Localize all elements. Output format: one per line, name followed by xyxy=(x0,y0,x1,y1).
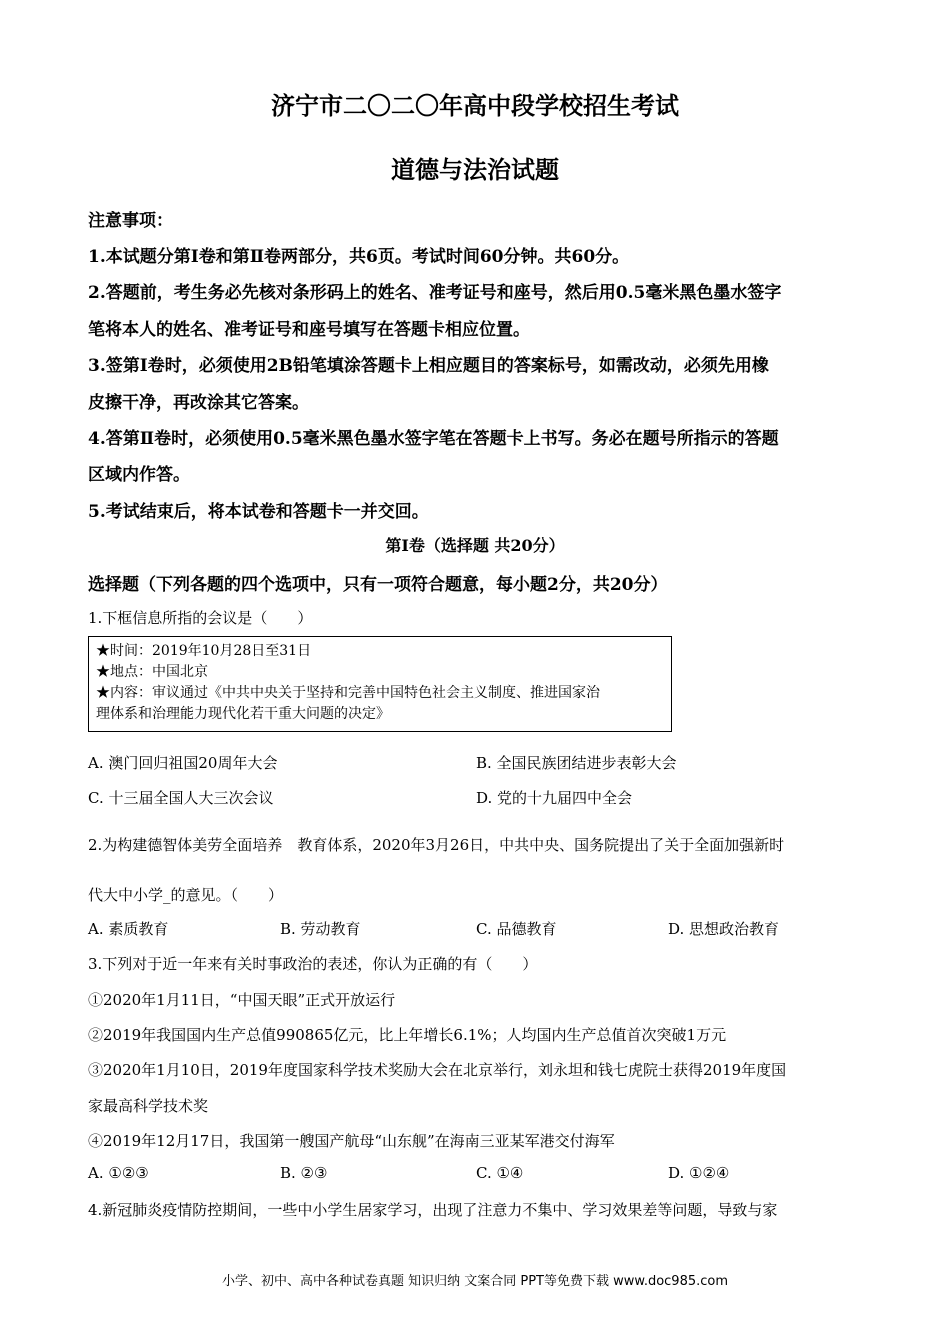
option-b: B. 劳动教育 xyxy=(280,920,361,938)
statement-line: ④2019年12月17日，我国第一艘国产航母“山东舰”在海南三亚某军港交付海军 xyxy=(88,1132,615,1150)
exam-title: 济宁市二〇二〇年高中段学校招生考试 xyxy=(271,91,679,120)
option-d: D. ①②④ xyxy=(668,1164,730,1182)
info-box-line: ★地点：中国北京 xyxy=(96,664,208,680)
notice-line: 皮擦干净，再改涂其它答案。 xyxy=(88,393,309,413)
question-stem: 代大中小学_的意见。（ ） xyxy=(88,886,284,904)
option-c: C. 品德教育 xyxy=(476,920,557,938)
info-box-line: 理体系和治理能力现代化若干重大问题的决定》 xyxy=(96,706,390,722)
option-d: D. 思想政治教育 xyxy=(668,920,780,938)
option-c: C. ①④ xyxy=(476,1164,524,1182)
statement-line: 家最高科学技术奖 xyxy=(88,1097,209,1115)
question-stem: 3.下列对于近一年来有关时事政治的表述，你认为正确的有（ ） xyxy=(88,955,538,973)
info-box-line: ★时间：2019年10月28日至31日 xyxy=(96,643,312,659)
section-instruction: 选择题（下列各题的四个选项中，只有一项符合题意，每小题2分，共20分） xyxy=(88,575,668,595)
option-a: A. 素质教育 xyxy=(88,920,169,938)
question-stem: 2.为构建德智体美劳全面培养 教育体系，2020年3月26日，中共中央、国务院提出了关于全面加强新时 xyxy=(88,836,785,854)
section-title: 第Ⅰ卷（选择题 共20分） xyxy=(385,536,565,555)
notice-line: 4.答第Ⅱ卷时，必须使用0.5毫米黑色墨水签字笔在答题卡上书写。务必在题号所指示的答题 xyxy=(88,429,779,449)
question-stem: 4.新冠肺炎疫情防控期间，一些中小学生居家学习，出现了注意力不集中、学习效果差等问题，导致与家 xyxy=(88,1201,778,1219)
question-stem: 1.下框信息所指的会议是（ ） xyxy=(88,609,313,627)
notice-line: 1.本试题分第Ⅰ卷和第Ⅱ卷两部分，共6页。考试时间60分钟。共60分。 xyxy=(88,247,630,267)
exam-subtitle: 道德与法治试题 xyxy=(391,155,559,184)
notice-line: 5.考试结束后，将本试卷和答题卡一并交回。 xyxy=(88,502,429,522)
statement-line: ②2019年我国国内生产总值990865亿元，比上年增长6.1%；人均国内生产总值首次突破1万元 xyxy=(88,1026,727,1044)
notice-line: 笔将本人的姓名、准考证号和座号填写在答题卡相应位置。 xyxy=(88,320,530,340)
option-a: A. 澳门回归祖国20周年大会 xyxy=(88,754,278,772)
statement-line: ①2020年1月11日，“中国天眼”正式开放运行 xyxy=(88,991,396,1009)
option-d: D. 党的十九届四中全会 xyxy=(476,789,633,807)
notice-line: 2.答题前，考生务必先核对条形码上的姓名、准考证号和座号，然后用0.5毫米黑色墨水签字 xyxy=(88,283,782,303)
option-b: B. 全国民族团结进步表彰大会 xyxy=(476,754,677,772)
notice-line: 区域内作答。 xyxy=(88,465,190,485)
notice-line: 3.签第Ⅰ卷时，必须使用2B铅笔填涂答题卡上相应题目的答案标号，如需改动，必须先用橡 xyxy=(88,356,769,376)
notice-heading: 注意事项： xyxy=(88,211,173,231)
statement-line: ③2020年1月10日，2019年度国家科学技术奖励大会在北京举行，刘永坦和钱七虎院士获得2019年度国 xyxy=(88,1061,787,1079)
option-c: C. 十三届全国人大三次会议 xyxy=(88,789,274,807)
footer-text: 小学、初中、高中各种试卷真题 知识归纳 文案合同 PPT等免费下载 www.doc985.com xyxy=(221,1274,729,1289)
info-box-line: ★内容：审议通过《中共中央关于坚持和完善中国特色社会主义制度、推进国家治 xyxy=(96,685,600,701)
option-b: B. ②③ xyxy=(280,1164,328,1182)
option-a: A. ①②③ xyxy=(88,1164,149,1182)
